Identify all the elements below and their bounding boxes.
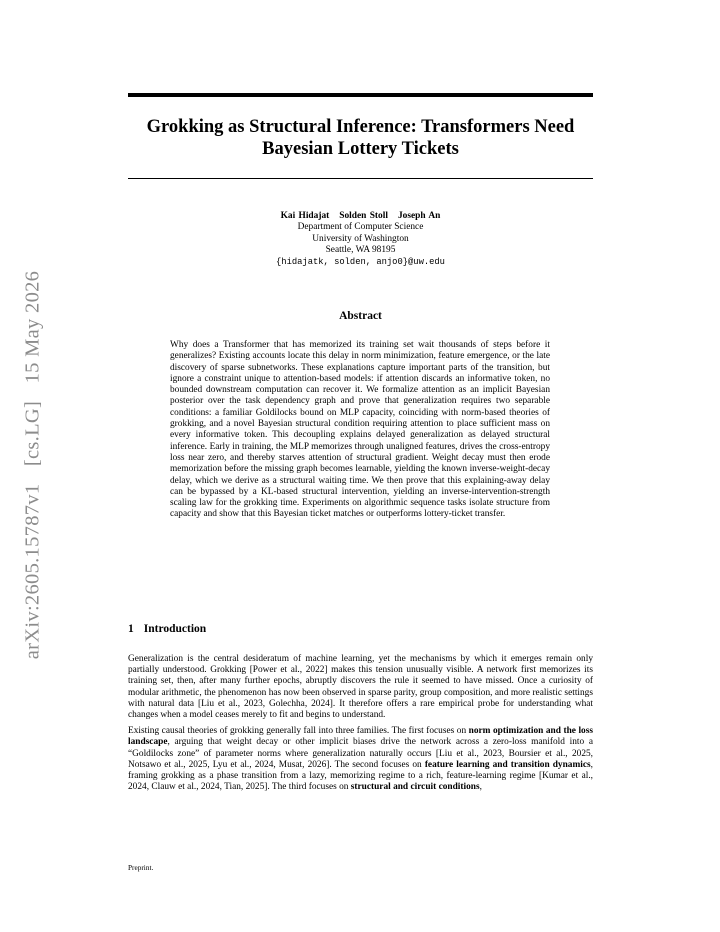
author-location: Seattle, WA 98195 <box>325 245 396 256</box>
author-name: Joseph An <box>397 211 441 221</box>
author-email: {hidajatk, solden, anjo0}@uw.edu <box>276 256 445 267</box>
intro-p2-text: , framing grokking as a phase transition from a lazy, memorizing regime to a rich, feature-learning regime [Kumar et al., 2024, Clauw et al., 2024, Tian, 2025]. The third focuses on <box>128 759 593 793</box>
intro-paragraph-1: Generalization is the central desideratum of machine learning, yet the mechanisms by which it emerges remain only partially understood. Grokking [Power et al., 2022] makes this tension unusually visible. A network first memorizes its training set, then, after many further epochs, abruptly discovers the rule it seemed to have missed. Once a curiosity of modular arithmetic, the phenomenon has now been observed in sparse parity, group composition, and more realistic settings with natural data [Liu et al., 2023, Golechha, 2024]. It therefore offers a rare empirical probe for understanding what changes when a model ceases merely to fit and begins to understand. <box>128 654 593 721</box>
author-names <box>128 211 593 222</box>
abstract-heading: Abstract <box>339 310 382 322</box>
introduction-body <box>128 654 593 798</box>
section-number: 1 <box>128 623 134 635</box>
intro-p2-text: , <box>479 782 482 793</box>
author-university: University of Washington <box>312 233 409 244</box>
arxiv-date: 15 May 2026 <box>21 270 44 384</box>
intro-p2-bold-3: structural and circuit conditions <box>350 782 480 793</box>
intro-paragraph-2 <box>128 726 593 793</box>
title-bottom-rule <box>128 178 593 179</box>
arxiv-side-stamp <box>22 265 45 665</box>
author-name: Kai Hidajat <box>280 211 330 221</box>
section-heading <box>128 623 206 635</box>
author-name: Solden Stoll <box>339 211 388 221</box>
title-top-rule <box>128 93 593 97</box>
intro-p2-text: , arguing that weight decay or other implicit biases drive the network across a zero-loss manifold into a “Goldilocks zone” of parameter norms where generalization naturally occurs [Liu et al., 2023, Boursier et al., 2025, Notsawo et al., 2025, Lyu et al., 2024, Musat, 2026]. The second focuses on <box>128 737 593 770</box>
paper-title <box>118 116 603 160</box>
title-line-1: Grokking as Structural Inference: Transformers Need <box>146 117 575 137</box>
intro-p2-bold-2: feature learning and transition dynamics <box>424 759 591 770</box>
author-block <box>128 211 593 268</box>
abstract-text: Why does a Transformer that has memorized its training set wait thousands of steps before it generalizes? Existing accounts locate this delay in norm minimization, feature emergence, or the late discovery of sparse subnetworks. These explanations capture important parts of the transition, but ignore a constraint unique to attention-based models: if attention discards an informative token, no bounded downstream computation can recover it. We formalize attention as an implicit Bayesian posterior over the task dependency graph and prove that generalization requires two separable conditions: a familiar Goldilocks bound on MLP capacity, coinciding with norm-based theories of grokking, and a novel Bayesian structural condition requiring attention to place sufficient mass on every informative token. This decoupling explains delayed generalization as delayed structural inference. Early in training, the MLP memorizes through unaligned features, drives the cross-entropy loss near zero, and thereby starves attention of structural gradient. Weight decay must then erode memorization before the missing graph becomes learnable, yielding the known inverse-weight-decay delay, which we derive as a structural waiting time. We then prove that this explaining-away delay can be bypassed by a KL-based structural intervention, yielding an inverse-intervention-strength scaling law for the grokking time. Experiments on algorithmic sequence tasks isolate structure from capacity and show that this Bayesian ticket matches or outperforms lottery-ticket transfer. <box>170 340 550 520</box>
author-department: Department of Computer Science <box>297 222 424 233</box>
intro-p2-bold-1: norm optimization and the loss landscape <box>128 726 593 748</box>
footer-preprint: Preprint. <box>128 863 154 872</box>
arxiv-category: [cs.LG] <box>21 400 44 467</box>
intro-p2-text: Existing causal theories of grokking generally fall into three families. The first focuses on <box>128 726 469 737</box>
section-title: Introduction <box>143 623 207 635</box>
arxiv-id: arXiv:2605.15787v1 <box>21 483 44 660</box>
title-line-2: Bayesian Lottery Tickets <box>262 139 459 159</box>
